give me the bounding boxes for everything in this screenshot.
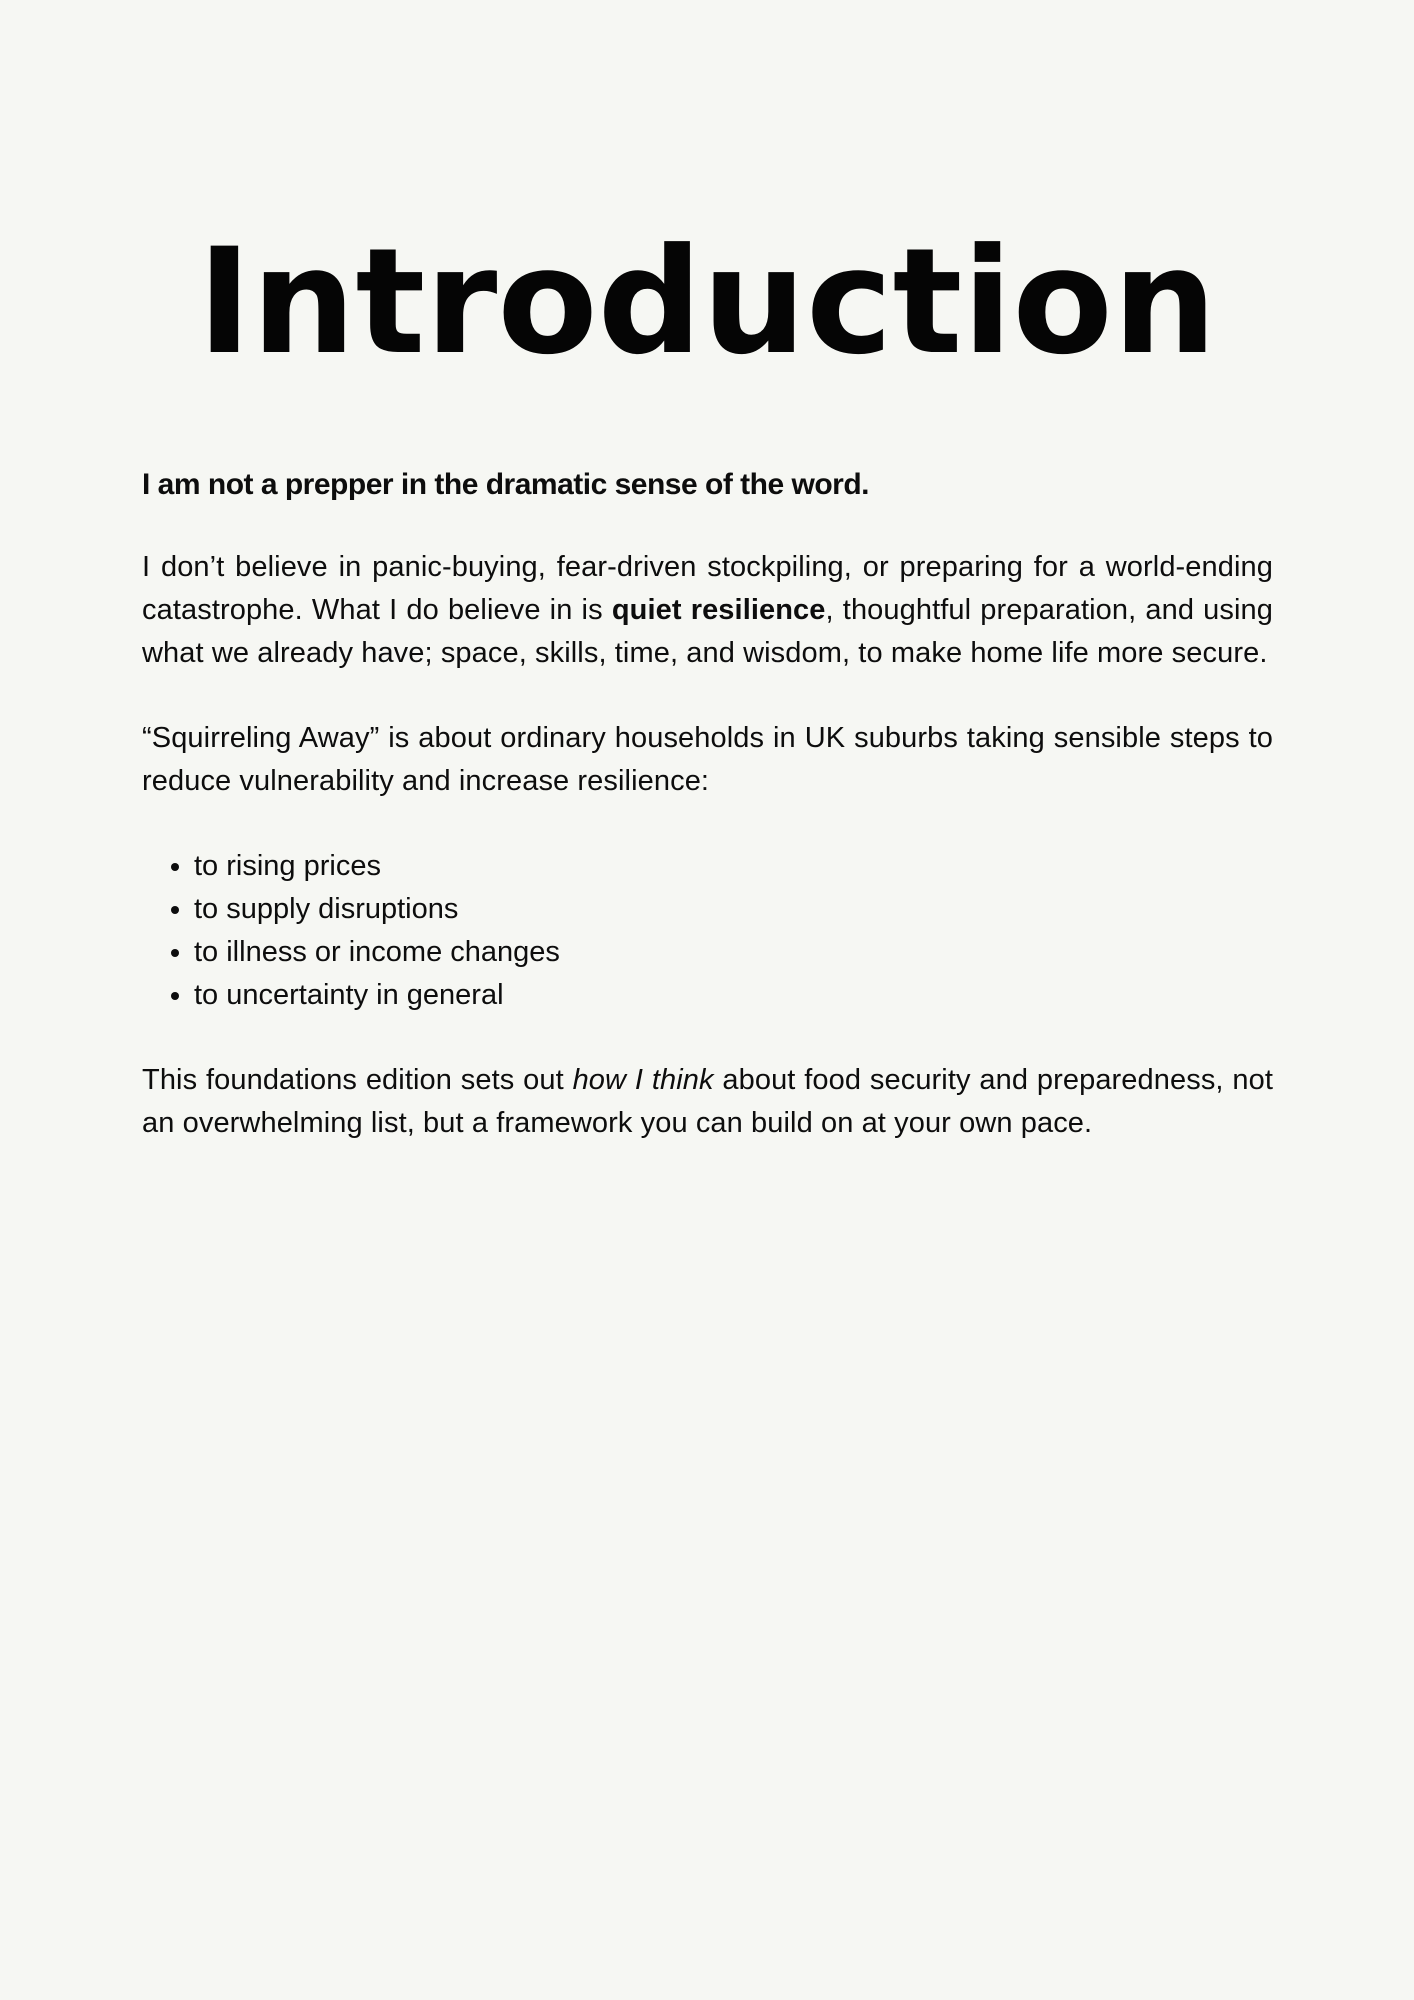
paragraph-about: “Squirreling Away” is about ordinary households in UK suburbs taking sensible steps to reduce vulnerability and increase resilience: (142, 722, 1273, 797)
page-title: Introduction (197, 217, 1217, 387)
emphasis-how-i-think: how I think (572, 1064, 714, 1096)
paragraph-beliefs (142, 546, 1273, 675)
body-content (142, 463, 1273, 1187)
list-item: • to illness or income changes (194, 931, 1273, 974)
paragraph-foundations (142, 1059, 1273, 1145)
emphasis-quiet-resilience: quiet resilience (611, 594, 826, 626)
paragraph-foundations-text-end: about food security and preparedness, not an overwhelming list, but a framework you can build on at your own pace. (142, 1064, 1273, 1139)
lead-sentence: I am not a prepper in the dramatic sense of the word. (142, 468, 869, 501)
list-item: • to rising prices (194, 845, 1273, 888)
paragraph-beliefs-text-end: , thoughtful preparation, and using what we already have; space, skills, time, and wisdom, to make home life more secure. (142, 594, 1273, 669)
list-item: • to uncertainty in general (194, 974, 1273, 1017)
paragraph-beliefs-text-start: I don’t believe in panic-buying, fear-driven stockpiling, or preparing for a world-ending catastrophe. What I do believe in is (142, 551, 1273, 626)
resilience-list (142, 845, 1273, 1017)
paragraph-foundations-text-start: This foundations edition sets out (142, 1064, 573, 1096)
list-item: • to supply disruptions (194, 888, 1273, 931)
